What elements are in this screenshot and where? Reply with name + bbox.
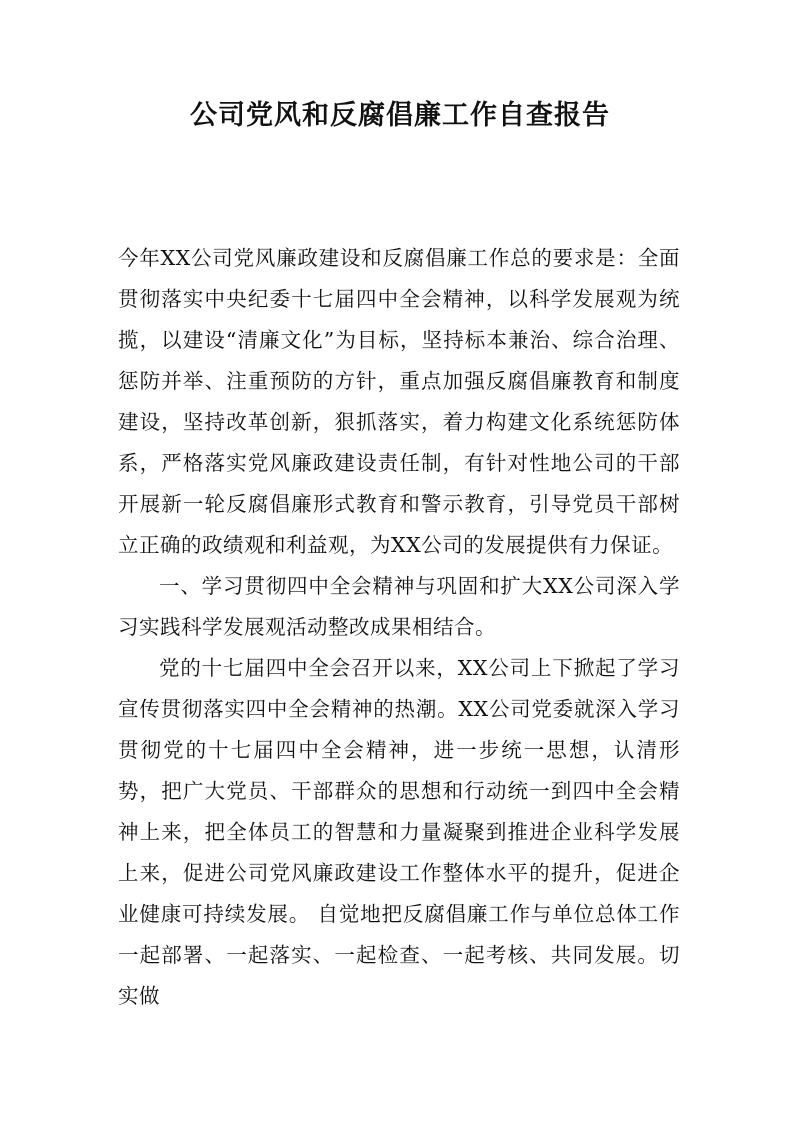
document-title: 公司党风和反腐倡廉工作自查报告 [190,100,610,131]
document-body [118,238,680,1017]
paragraph-section-body: 党的十七届四中全会召开以来，XX公司上下掀起了学习宣传贯彻落实四中全会精神的热潮。XX公司党委就深入学习贯彻党的十七届四中全会精神，进一步统一思想，认清形势，把广大党员、干部群众的思想和行动统一到四中全会精神上来，把全体员工的智慧和力量凝聚到推进企业科学发展上来，促进公司党风廉政建设工作整体水平的提升，促进企业健康可持续发展。 自觉地把反腐倡廉工作与单位总体工作一起部署、一起落实、一起检查、一起考核、共同发展。切实做 [118,656,680,1008]
paragraph-section-heading: 一、学习贯彻四中全会精神与巩固和扩大XX公司深入学习实践科学发展观活动整改成果相结合。 [118,574,680,639]
paragraph-intro: 今年XX公司党风廉政建设和反腐倡廉工作总的要求是：全面贯彻落实中央纪委十七届四中全会精神，以科学发展观为统揽，以建设“清廉文化”为目标，坚持标本兼治、综合治理、惩防并举、注重预防的方针，重点加强反腐倡廉教育和制度建设，坚持改革创新，狠抓落实，着力构建文化系统惩防体系，严格落实党风廉政建设责任制，有针对性地公司的干部开展新一轮反腐倡廉形式教育和警示教育，引导党员干部树立正确的政绩观和利益观，为XX公司的发展提供有力保证。 [118,246,680,557]
